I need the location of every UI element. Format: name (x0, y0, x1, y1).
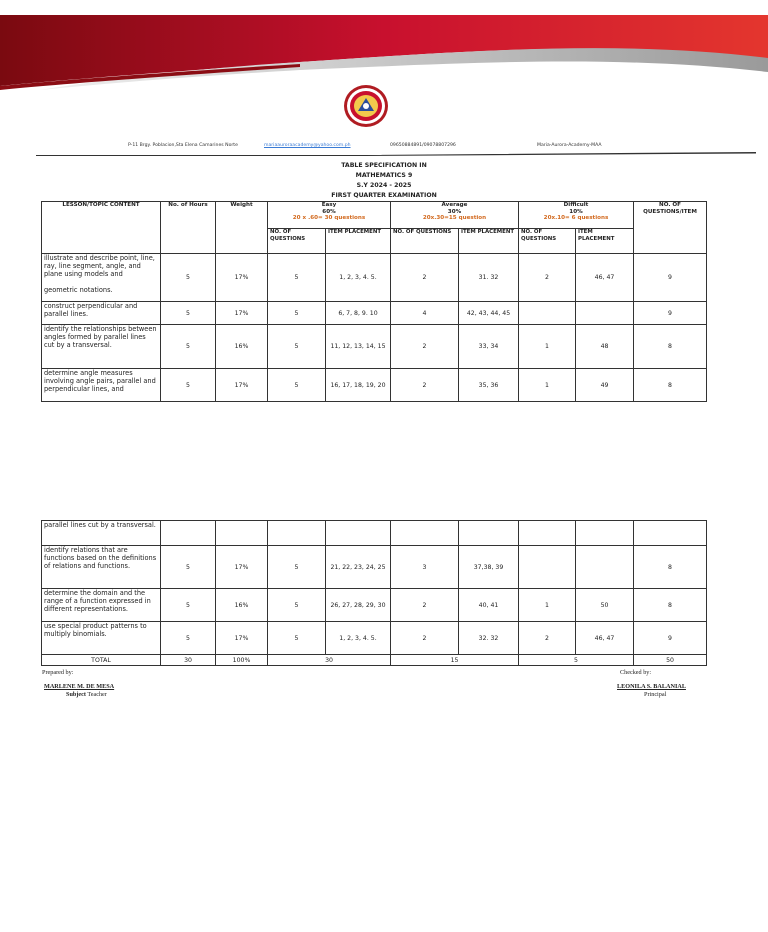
cell-easy-items: 6, 7, 8, 9. 10 (326, 302, 391, 325)
cell-easy-n: 5 (268, 369, 326, 402)
header-banner (0, 0, 768, 95)
cell-total: 9 (634, 302, 707, 325)
cell-hours: 5 (161, 302, 216, 325)
school-phone: 09650884891/09078807296 (390, 143, 456, 148)
cell-diff-n: 1 (519, 325, 576, 369)
cell-weight: 17% (216, 254, 268, 302)
cell-diff-items: 46, 47 (576, 622, 634, 655)
cell-weight: 17% (216, 546, 268, 589)
cell-easy-n: 5 (268, 622, 326, 655)
cell-lesson: parallel lines cut by a transversal. (42, 521, 161, 546)
col-average (391, 202, 519, 229)
cell-avg-n: 2 (391, 622, 459, 655)
cell-hours: 5 (161, 254, 216, 302)
cell-easy-items (326, 521, 391, 546)
cell-diff-items: 48 (576, 325, 634, 369)
cell-avg-items (459, 521, 519, 546)
cell-total: 8 (634, 589, 707, 622)
cell-diff-n: 1 (519, 589, 576, 622)
easy-calc: 20 x .60= 30 questions (292, 215, 366, 221)
checked-by-name: LEONILA S. BALANIAL (617, 683, 686, 690)
cell-weight: 17% (216, 622, 268, 655)
cell-lesson: identify the relationships between angles formed by parallel lines cut by a transversal. (42, 325, 161, 369)
cell-hours: 5 (161, 369, 216, 402)
cell-easy-n: 5 (268, 546, 326, 589)
cell-avg-items: 37,38, 39 (459, 546, 519, 589)
prepared-title-bold: Subject (66, 691, 86, 698)
prepared-by-name: MARLENE M. DE MESA (44, 683, 115, 690)
checked-by-label: Checked by: (620, 669, 652, 676)
totals-hours: 30 (161, 655, 216, 666)
table-row (42, 589, 707, 622)
cell-diff-n (519, 302, 576, 325)
spec-table-page2 (41, 520, 707, 666)
col-easy (268, 202, 391, 229)
cell-diff-items (576, 521, 634, 546)
header-divider (36, 151, 756, 157)
col-total: NO. OF QUESTIONS/ITEM (634, 202, 707, 254)
average-no-questions: NO. OF QUESTIONS (391, 229, 459, 254)
cell-easy-n: 5 (268, 254, 326, 302)
cell-diff-items (576, 546, 634, 589)
totals-row (42, 655, 707, 666)
cell-weight (216, 521, 268, 546)
totals-total: 50 (634, 655, 707, 666)
school-seal-logo (342, 84, 390, 128)
difficult-no-questions: NO. OF QUESTIONS (519, 229, 576, 254)
col-difficult (519, 202, 634, 229)
difficult-calc: 20x.10= 6 questions (543, 215, 609, 221)
cell-easy-items: 26, 27, 28, 29, 30 (326, 589, 391, 622)
totals-label: TOTAL (42, 655, 161, 666)
average-pct: 30% (447, 208, 462, 215)
cell-weight: 17% (216, 302, 268, 325)
easy-pct: 60% (322, 208, 336, 215)
cell-diff-n: 2 (519, 254, 576, 302)
cell-avg-n: 2 (391, 589, 459, 622)
cell-avg-n: 2 (391, 369, 459, 402)
prepared-by-label: Prepared by: (42, 669, 74, 676)
cell-weight: 16% (216, 589, 268, 622)
cell-easy-n: 5 (268, 589, 326, 622)
cell-easy-items: 11, 12, 13, 14, 15 (326, 325, 391, 369)
cell-diff-items (576, 302, 634, 325)
cell-total: 9 (634, 622, 707, 655)
cell-easy-items: 21, 22, 23, 24, 25 (326, 546, 391, 589)
doc-title-line2: MATHEMATICS 9 (355, 172, 413, 179)
cell-lesson: determine angle measures involving angle pairs, parallel and perpendicular lines, and (42, 369, 161, 402)
col-lesson: LESSON/TOPIC CONTENT (42, 202, 161, 254)
header-row-1 (42, 202, 707, 229)
cell-lesson: identify relations that are functions based on the definitions of relations and functions. (42, 546, 161, 589)
table-row (42, 369, 707, 402)
cell-avg-n: 2 (391, 325, 459, 369)
table-row (42, 254, 707, 302)
cell-hours: 5 (161, 325, 216, 369)
table-row (42, 521, 707, 546)
cell-lesson: construct perpendicular and parallel lines. (42, 302, 161, 325)
cell-easy-n (268, 521, 326, 546)
table-row (42, 325, 707, 369)
average-item-placement: ITEM PLACEMENT (459, 229, 519, 254)
cell-diff-n: 1 (519, 369, 576, 402)
cell-avg-n: 3 (391, 546, 459, 589)
difficult-item-placement: ITEM PLACEMENT (576, 229, 634, 254)
school-facebook: Maria-Aurora-Academy-MAA (537, 143, 602, 148)
col-weight: Weight (216, 202, 268, 254)
difficult-pct: 10% (569, 208, 583, 215)
cell-avg-items: 33, 34 (459, 325, 519, 369)
cell-lesson: illustrate and describe point, line, ray, line segment, angle, and plane using models and geometric notations. (42, 254, 161, 302)
average-calc: 20x.30=15 question (422, 215, 487, 221)
cell-diff-n: 2 (519, 622, 576, 655)
cell-total: 9 (634, 254, 707, 302)
doc-title-line3: S.Y 2024 - 2025 (356, 182, 412, 189)
easy-no-questions: NO. OF QUESTIONS (268, 229, 326, 254)
totals-average: 15 (391, 655, 519, 666)
cell-lesson: determine the domain and the range of a function expressed in different representations. (42, 589, 161, 622)
checked-by-title: Principal (644, 691, 667, 698)
difficult-label: Difficult (563, 202, 589, 208)
table-row (42, 546, 707, 589)
cell-avg-items: 32. 32 (459, 622, 519, 655)
cell-hours: 5 (161, 589, 216, 622)
cell-lesson: use special product patterns to multiply binomials. (42, 622, 161, 655)
totals-easy: 30 (268, 655, 391, 666)
cell-easy-items: 1, 2, 3, 4. 5. (326, 254, 391, 302)
cell-avg-items: 42, 43, 44, 45 (459, 302, 519, 325)
cell-hours (161, 521, 216, 546)
cell-total: 8 (634, 369, 707, 402)
cell-avg-n (391, 521, 459, 546)
totals-weight: 100% (216, 655, 268, 666)
cell-diff-n (519, 546, 576, 589)
school-email-link[interactable]: mariaauroraacademy@yahoo.com.ph (264, 143, 351, 148)
prepared-by-title (66, 691, 107, 698)
cell-hours: 5 (161, 622, 216, 655)
prepared-title-rest: Teacher (85, 691, 107, 698)
totals-difficult: 5 (519, 655, 634, 666)
table-row (42, 622, 707, 655)
spec-table-page1 (41, 201, 707, 402)
table-row (42, 302, 707, 325)
cell-avg-items: 40, 41 (459, 589, 519, 622)
doc-title-line1: TABLE SPECIFICATION IN (341, 162, 427, 169)
cell-easy-n: 5 (268, 302, 326, 325)
cell-diff-items: 49 (576, 369, 634, 402)
cell-diff-items: 46, 47 (576, 254, 634, 302)
cell-diff-items: 50 (576, 589, 634, 622)
doc-title-line4: FIRST QUARTER EXAMINATION (331, 192, 437, 199)
cell-total: 8 (634, 325, 707, 369)
cell-diff-n (519, 521, 576, 546)
col-hours: No. of Hours (161, 202, 216, 254)
easy-label: Easy (321, 202, 337, 208)
cell-weight: 16% (216, 325, 268, 369)
cell-avg-items: 31. 32 (459, 254, 519, 302)
cell-avg-items: 35, 36 (459, 369, 519, 402)
cell-easy-n: 5 (268, 325, 326, 369)
cell-weight: 17% (216, 369, 268, 402)
cell-hours: 5 (161, 546, 216, 589)
cell-easy-items: 1, 2, 3, 4. 5. (326, 622, 391, 655)
school-address: P-11 Brgy. Poblacion,Sta Elena Camarines Norte (128, 143, 238, 148)
cell-avg-n: 4 (391, 302, 459, 325)
cell-total (634, 521, 707, 546)
easy-item-placement: ITEM PLACEMENT (326, 229, 391, 254)
average-label: Average (441, 202, 468, 208)
cell-avg-n: 2 (391, 254, 459, 302)
cell-total: 8 (634, 546, 707, 589)
cell-easy-items: 16, 17, 18, 19, 20 (326, 369, 391, 402)
